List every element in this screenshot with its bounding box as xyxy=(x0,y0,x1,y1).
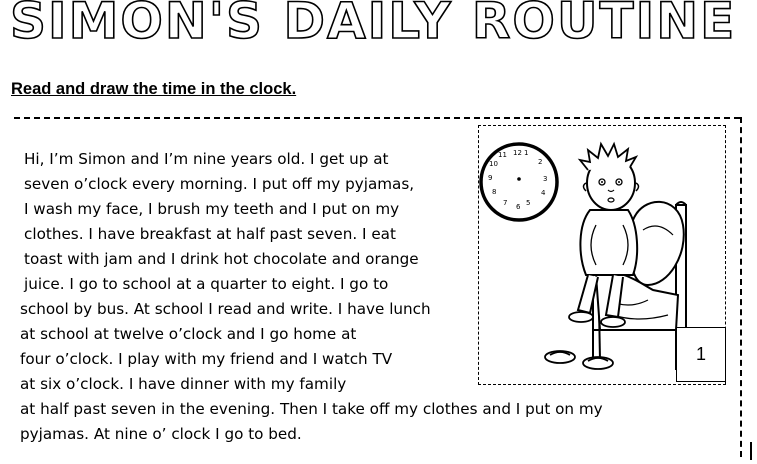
story-line: toast with jam and I drink hot chocolate and orange xyxy=(24,250,419,268)
clock-number: 9 xyxy=(488,174,493,182)
story-line: seven o’clock every morning. I put off my pyjamas, xyxy=(24,175,415,193)
clock-center xyxy=(517,177,521,181)
story-line: juice. I go to school at a quarter to eight. I go to xyxy=(24,275,389,293)
clock-icon xyxy=(478,141,560,223)
clock-number: 7 xyxy=(503,199,508,207)
clock-number: 11 xyxy=(498,151,507,159)
frame-border-top xyxy=(14,117,740,119)
picture-number-box xyxy=(676,327,726,382)
story-line: school by bus. At school I read and write. I have lunch xyxy=(20,300,431,318)
page-title: SIMON'S DAILY ROUTINE xyxy=(10,0,737,50)
story-line: I wash my face, I brush my teeth and I put on my xyxy=(24,200,400,218)
story-line: pyjamas. At nine o’ clock I go to bed. xyxy=(20,425,302,443)
clock-number: 3 xyxy=(543,175,548,183)
clock-number: 8 xyxy=(492,188,497,196)
clock-number: 1 xyxy=(524,149,529,157)
clock-number: 6 xyxy=(516,203,521,211)
instruction: Read and draw the time in the clock. xyxy=(11,80,297,98)
story-line: four o’clock. I play with my friend and I watch TV xyxy=(20,350,393,368)
clock-number: 12 xyxy=(513,149,522,157)
cursor-mark xyxy=(750,442,752,460)
clock-number: 5 xyxy=(526,199,531,207)
clock-number: 2 xyxy=(538,158,543,166)
clock-number: 4 xyxy=(541,189,546,197)
story-line: clothes. I have breakfast at half past seven. I eat xyxy=(24,225,396,243)
clock-number: 10 xyxy=(489,160,498,168)
picture-number: 1 xyxy=(695,344,706,364)
story-line: at school at twelve o’clock and I go home at xyxy=(20,325,357,343)
frame-border-right xyxy=(740,117,742,457)
story-line: at half past seven in the evening. Then I take off my clothes and I put on my xyxy=(20,400,603,418)
slippers-icon xyxy=(545,351,613,369)
story-line: at six o’clock. I have dinner with my family xyxy=(20,375,347,393)
story-line: Hi, I’m Simon and I’m nine years old. I get up at xyxy=(24,150,389,168)
